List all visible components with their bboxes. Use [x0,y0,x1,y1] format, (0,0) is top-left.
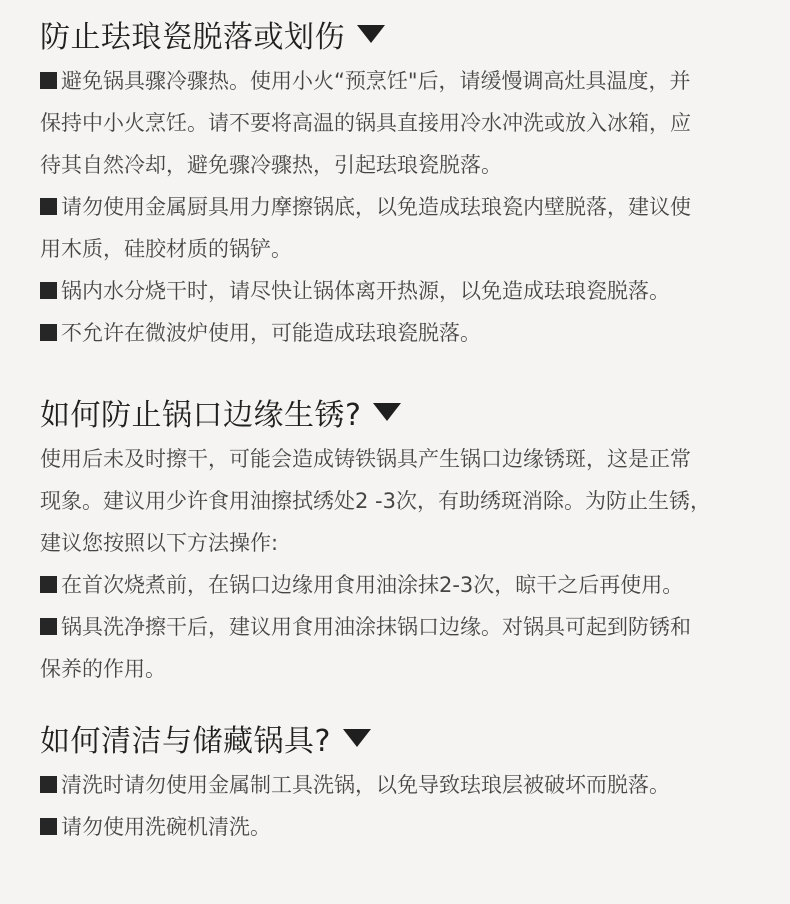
text-line: 建议您按照以下方法操作: [40,531,279,555]
bullet-line: 锅具洗净擦干后，建议用食用油涂抹锅口边缘。对锅具可起到防锈和 [40,606,766,648]
section-heading [40,392,766,432]
text-line: 待其自然冷却，避免骤冷骤热，引起珐琅瓷脱落。 [40,153,502,177]
bullet-line: 不允许在微波炉使用，可能造成珐琅瓷脱落。 [40,312,766,354]
text-line: 用木质，硅胶材质的锅铲。 [40,237,292,261]
section-prevent-enamel-damage [40,14,766,354]
square-bullet-icon [40,618,57,635]
section-title: 防止珐琅瓷脱落或划伤 [40,20,345,55]
square-bullet-icon [40,198,57,215]
section-clean-and-store [40,718,766,848]
bullet-line: 锅内水分烧干时，请尽快让锅体离开热源，以免造成珐琅瓷脱落。 [40,270,766,312]
text-line: 使用后未及时擦干，可能会造成铸铁锅具产生锅口边缘锈斑，这是正常 [40,447,691,471]
section-heading [40,14,766,54]
bullet-line: 避免锅具骤冷骤热。使用小火“预烹饪"后，请缓慢调高灶具温度，并 [40,60,766,102]
section-body [40,60,766,354]
text-line: 现象。建议用少许食用油擦拭绣处2 -3次，有助绣斑消除。为防止生锈， [40,489,711,513]
section-heading [40,718,766,758]
square-bullet-icon [40,72,57,89]
square-bullet-icon [40,818,57,835]
bullet-line: 请勿使用金属厨具用力摩擦锅底，以免造成珐琅瓷内壁脱落，建议使 [40,186,766,228]
bullet-line: 请勿使用洗碗机清洗。 [40,806,766,848]
section-body [40,764,766,848]
section-title: 如何防止锅口边缘生锈? [40,398,362,433]
text-line: 保持中小火烹饪。请不要将高温的锅具直接用冷水冲洗或放入冰箱，应 [40,111,691,135]
section-prevent-rim-rust [40,392,766,690]
triangle-down-icon [373,403,401,421]
section-title: 如何清洁与储藏锅具? [40,724,331,759]
square-bullet-icon [40,282,57,299]
bullet-line: 在首次烧煮前，在锅口边缘用食用油涂抹2-3次，晾干之后再使用。 [40,564,766,606]
triangle-down-icon [357,25,385,43]
square-bullet-icon [40,576,57,593]
section-body [40,438,766,690]
text-line: 保养的作用。 [40,657,166,681]
bullet-line: 清洗时请勿使用金属制工具洗锅，以免导致珐琅层被破坏而脱落。 [40,764,766,806]
square-bullet-icon [40,324,57,341]
triangle-down-icon [343,729,371,747]
square-bullet-icon [40,776,57,793]
